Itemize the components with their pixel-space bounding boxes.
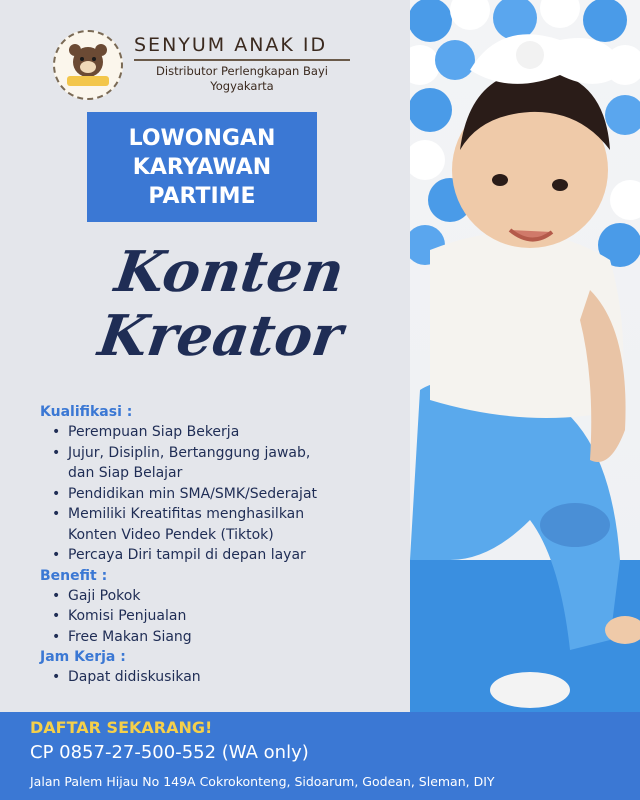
hours-heading: Jam Kerja : [40,649,126,665]
tagline-line1: Distributor Perlengkapan Bayi [156,64,328,78]
brand-tagline [134,64,350,94]
position-title [51,240,399,368]
hours-list [52,667,405,688]
qualifications-heading: Kualifikasi : [40,404,133,420]
header-line1: LOWONGAN [128,126,276,151]
list-item: • Komisi Penjualan [52,606,405,627]
list-item: • Pendidikan min SMA/SMK/Sederajat [52,484,405,505]
benefits-heading: Benefit : [40,567,108,584]
list-item-continuation: Konten Video Pendek (Tiktok) [68,526,274,543]
job-details [40,402,405,688]
bear-logo-icon [55,32,121,98]
tagline-line2: Yogyakarta [210,79,274,93]
baby-photo [410,0,640,712]
list-item: • Free Makan Siang [52,627,405,648]
baby-illustration [410,0,640,712]
contact-phone[interactable]: CP 0857-27-500-552 (WA only) [30,742,309,763]
list-item: • Jujur, Disiplin, Bertanggung jawab, [52,443,405,464]
list-item: • Gaji Pokok [52,586,405,607]
list-item-continuation: dan Siap Belajar [68,465,183,481]
header-line2: KARYAWAN [132,155,272,180]
list-item: • Percaya Diri tampil di depan layar [52,545,405,566]
register-now-cta: DAFTAR SEKARANG! [30,718,213,737]
brand-logo [53,30,123,100]
qualifications-list [52,422,405,566]
address: Jalan Palem Hijau No 149A Cokrokonteng, Sidoarum, Godean, Sleman, DIY [30,774,495,789]
list-item: • Perempuan Siap Bekerja [52,422,405,443]
position-title-line1: Konten [111,239,348,305]
benefits-list [52,586,405,648]
header-line3: PARTIME [148,184,256,209]
position-title-line2: Kreator [94,303,347,369]
hiring-header [87,112,317,222]
list-item: • Memiliki Kreatifitas menghasilkan [52,504,405,525]
brand-name: SENYUM ANAK ID [134,34,328,56]
list-item: • Dapat didiskusikan [52,667,405,688]
brand-divider [134,59,350,61]
footer-bar [0,712,640,800]
